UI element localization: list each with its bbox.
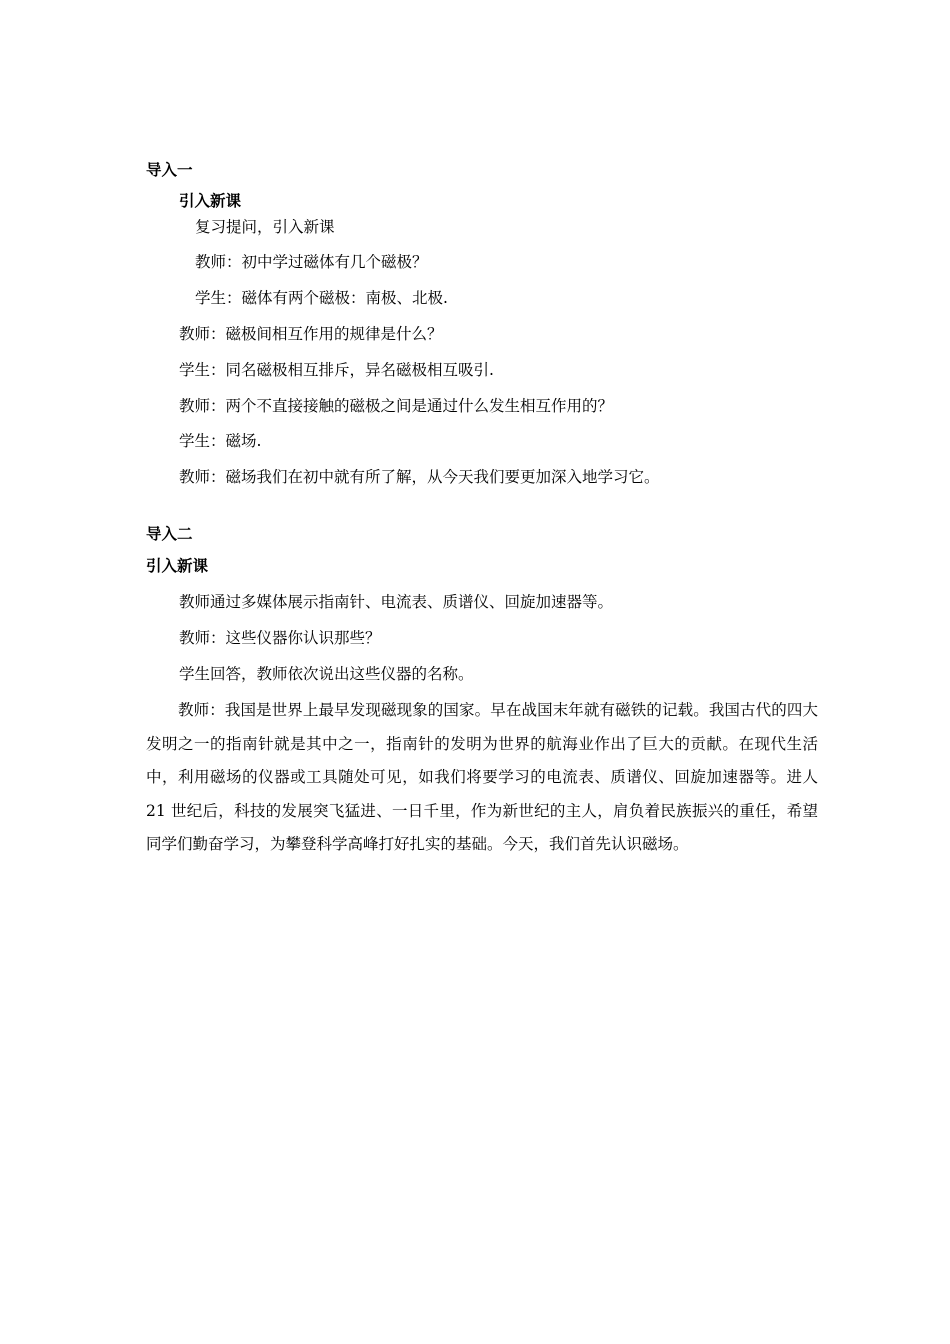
section1-line: 教师：磁极间相互作用的规律是什么？: [179, 325, 443, 343]
section2-line: 教师：这些仪器你认识那些？: [179, 629, 381, 647]
section1-line: 教师：两个不直接接触的磁极之间是通过什么发生相互作用的？: [179, 397, 614, 415]
section1-line: 教师：初中学过磁体有几个磁极？: [195, 253, 428, 271]
section1-line: 学生：磁场.: [179, 432, 262, 450]
section1-line: 教师：磁场我们在初中就有所了解，从今天我们要更加深入地学习它。: [179, 468, 660, 486]
section1-line: 复习提问，引入新课: [195, 218, 335, 236]
section2-line: 学生回答，教师依次说出这些仪器的名称。: [179, 665, 474, 683]
section1-heading: 导入一: [146, 160, 193, 179]
section1-line: 学生：磁体有两个磁极：南极、北极.: [195, 289, 448, 307]
section2-line: 教师通过多媒体展示指南针、电流表、质谱仪、回旋加速器等。: [179, 593, 614, 611]
section1-line: 学生：同名磁极相互排斥，异名磁极相互吸引.: [179, 361, 494, 379]
section2-heading: 导入二: [146, 524, 193, 543]
section2-subheading: 引入新课: [146, 556, 209, 575]
section2-paragraph: 教师：我国是世界上最早发现磁现象的国家。早在战国末年就有磁铁的记载。我国古代的四大发明之一的指南针就是其中之一，指南针的发明为世界的航海业作出了巨大的贡献。在现代生活中，利用磁场的仪器或工具随处可见，如我们将要学习的电流表、质谱仪、回旋加速器等。进人 21 世纪后，科技的发展突飞猛进、一日千里，作为新世纪的主人，肩负着民族振兴的重任，希望同学们勤奋学习，为攀登科学高峰打好扎实的基础。今天，我们首先认识磁场。: [146, 701, 818, 853]
section1-subheading: 引入新课: [179, 191, 242, 210]
